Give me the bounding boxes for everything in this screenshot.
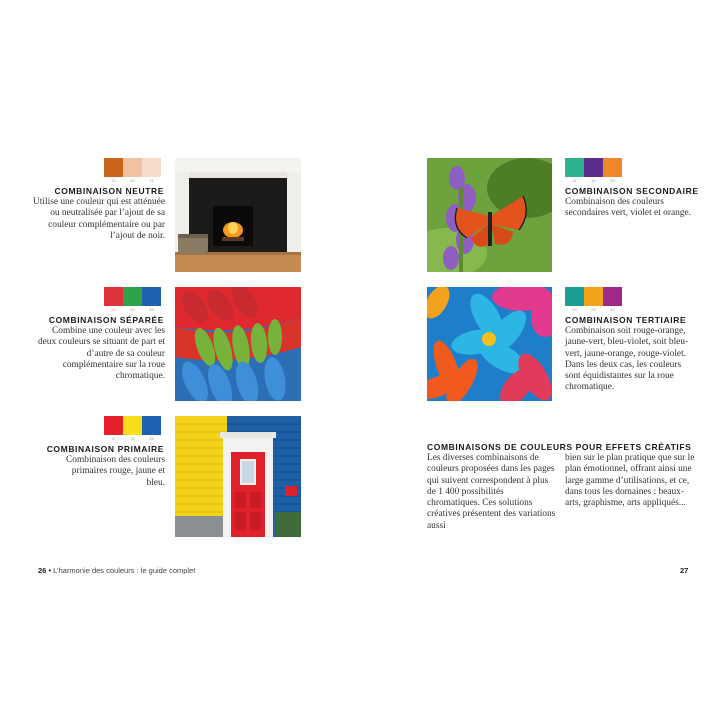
page-number-right: 27 xyxy=(680,566,689,575)
swatch-number: 8 xyxy=(112,436,115,441)
color-swatch xyxy=(123,416,142,441)
swatch-number: 20 xyxy=(130,178,135,183)
text-combinaison-tertiaire: Combinaison soit rouge-orange, jaune-vert, bleu-violet, soit bleu-vert, jaune-orange, rouge-violet. Dans les deux cas, les couleurs sont équidistantes sur la roue chromatique. xyxy=(565,326,689,393)
color-swatch xyxy=(104,287,123,312)
swatch-number: 11 xyxy=(572,178,577,183)
color-swatch xyxy=(565,287,584,312)
color-swatch xyxy=(142,287,161,312)
color-swatch xyxy=(584,158,603,183)
swatch-number: 10 xyxy=(572,307,577,312)
swatch-number: 23 xyxy=(149,307,154,312)
color-swatch xyxy=(603,158,622,183)
photo-fireplace xyxy=(175,158,301,272)
color-swatch xyxy=(584,287,603,312)
color-swatch xyxy=(104,158,123,183)
text-combinaison-primaire: Combinaison des couleurs primaires rouge, jaune et bleu. xyxy=(66,455,165,488)
color-swatch xyxy=(142,158,161,183)
photo-feathers xyxy=(175,287,301,401)
color-swatch xyxy=(123,287,142,312)
page-number-left: 26 xyxy=(38,566,47,575)
book-title: L’harmonie des couleurs : le guide complet xyxy=(53,566,196,575)
swatch-number: 22 xyxy=(111,307,116,312)
footer-right xyxy=(680,566,688,575)
swatch-number: 42 xyxy=(610,307,615,312)
text-combinaison-separee: Combine une couleur avec les deux couleurs se situant de part et d’autre de sa couleur complémentaire sur la roue chromatique. xyxy=(37,326,165,382)
heading-effets-creatifs: COMBINAISONS DE COULEURS POUR EFFETS CRÉATIFS xyxy=(427,442,692,452)
text-effets-creatifs-col2: bien sur le plan pratique que sur le plan émotionnel, offrant ainsi une large gamme d’utilisations, et ce, dans tous les domaines : beaux-arts, graphisme, arts appliqués... xyxy=(565,453,695,509)
swatch-group-separee xyxy=(104,287,161,312)
photo-flowers xyxy=(427,287,552,401)
heading-combinaison-secondaire: COMBINAISON SECONDAIRE xyxy=(565,186,699,196)
swatch-group-secondaire xyxy=(565,158,622,183)
heading-combinaison-neutre: COMBINAISON NEUTRE xyxy=(54,186,164,196)
footer-bullet: • xyxy=(48,566,52,575)
swatch-number: 12 xyxy=(130,307,135,312)
color-swatch xyxy=(142,416,161,441)
color-swatch xyxy=(104,416,123,441)
swatch-group-primaire xyxy=(104,416,161,441)
heading-combinaison-primaire: COMBINAISON PRIMAIRE xyxy=(46,444,164,454)
swatch-number: 16 xyxy=(130,436,135,441)
heading-combinaison-separee: COMBINAISON SÉPARÉE xyxy=(48,315,164,325)
color-swatch xyxy=(565,158,584,183)
swatch-number: 10 xyxy=(591,178,596,183)
text-combinaison-neutre: Utilise une couleur qui est atténuée ou neutralisée par l’ajout de sa couleur complémentaire ou par l’ajout de noir. xyxy=(33,197,165,241)
heading-combinaison-tertiaire: COMBINAISON TERTIAIRE xyxy=(565,315,687,325)
swatch-number: 21 xyxy=(149,178,154,183)
swatch-number: 25 xyxy=(610,178,615,183)
photo-butterfly xyxy=(427,158,552,272)
text-combinaison-secondaire: Combinaison des couleurs secondaires vert, violet et orange. xyxy=(565,197,691,219)
swatch-number: 24 xyxy=(591,307,596,312)
photo-red-door xyxy=(175,416,301,537)
footer-left xyxy=(38,566,195,575)
swatch-group-tertiaire xyxy=(565,287,622,312)
text-effets-creatifs-col1: Les diverses combinaisons de couleurs proposées dans les pages qui suivent correspondent à plus de 1 400 possibilités chromatiques. Ces solutions créatives présentent des variations aussi xyxy=(427,453,556,531)
swatch-number: 19 xyxy=(111,178,116,183)
swatch-number: 24 xyxy=(149,436,154,441)
color-swatch xyxy=(123,158,142,183)
color-swatch xyxy=(603,287,622,312)
swatch-group-neutre xyxy=(104,158,161,183)
